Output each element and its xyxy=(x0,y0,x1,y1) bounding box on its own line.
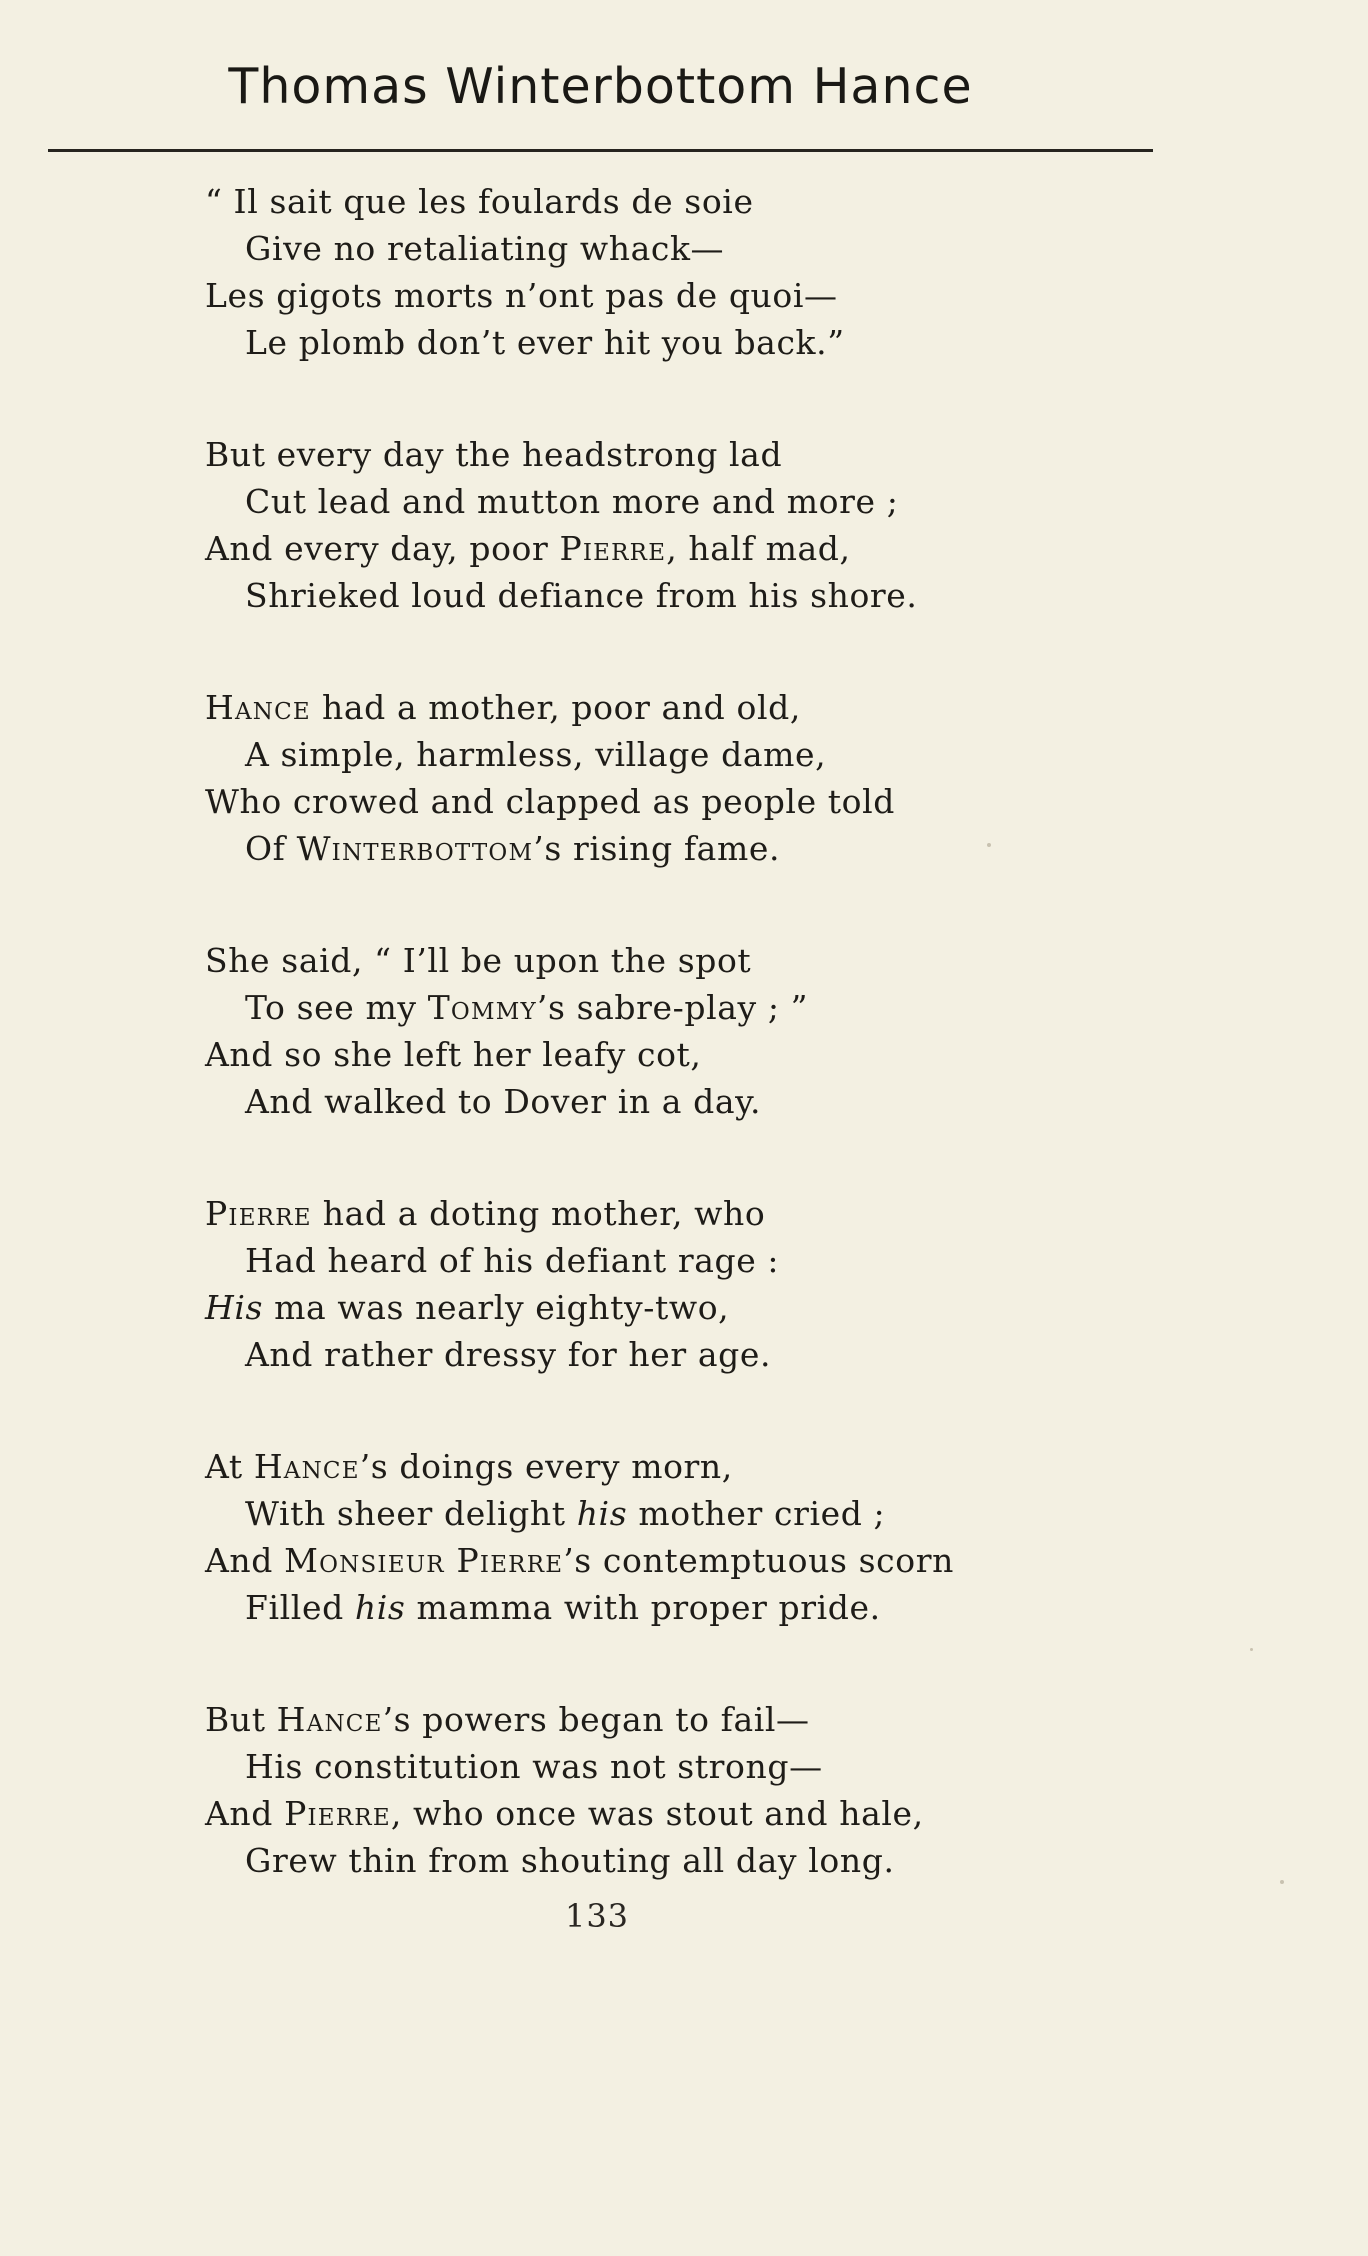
poem-line: Le plomb don’t ever hit you back.” xyxy=(245,323,845,362)
poem-line: But every day the headstrong lad xyxy=(205,435,783,474)
poem-line: And so she left her leafy cot, xyxy=(205,1035,702,1074)
poem-line: His constitution was not strong— xyxy=(245,1747,823,1786)
poem-line: Who crowed and clapped as people told xyxy=(205,782,896,821)
stanza xyxy=(205,1443,1205,1631)
poem-line: And every day, poor Pierre, half mad, xyxy=(205,529,851,568)
page-number: 133 xyxy=(564,1897,630,1935)
paper-speck xyxy=(1250,1648,1253,1651)
poem-line: Pierre had a doting mother, who xyxy=(205,1194,766,1233)
stanza xyxy=(205,1190,1205,1378)
poem-line: Hance had a mother, poor and old, xyxy=(205,688,801,727)
header-rule xyxy=(48,149,1153,152)
poem-line: A simple, harmless, village dame, xyxy=(245,735,827,774)
poem-line: Give no retaliating whack— xyxy=(245,229,725,268)
poem-line: She said, “ I’ll be upon the spot xyxy=(205,941,752,980)
poem-line: To see my Tommy’s sabre-play ; ” xyxy=(245,988,809,1027)
poem-line: Filled his mamma with proper pride. xyxy=(245,1588,881,1627)
stanza xyxy=(205,431,1205,619)
poem-line: Of Winterbottom’s rising fame. xyxy=(245,829,781,868)
poem-line: But Hance’s powers began to fail— xyxy=(205,1700,810,1739)
poem-line: Cut lead and mutton more and more ; xyxy=(245,482,899,521)
stanza xyxy=(205,937,1205,1125)
poem-line: At Hance’s doings every morn, xyxy=(205,1447,733,1486)
poem-line: With sheer delight his mother cried ; xyxy=(245,1494,886,1533)
stanza xyxy=(205,1696,1205,1884)
poem-line: Had heard of his defiant rage : xyxy=(245,1241,780,1280)
running-head: Thomas Winterbottom Hance xyxy=(228,58,973,115)
poem-line: “ Il sait que les foulards de soie xyxy=(205,182,754,221)
poem-line: His ma was nearly eighty-two, xyxy=(205,1288,730,1327)
poem xyxy=(205,178,1205,1884)
poem-line: Shrieked loud defiance from his shore. xyxy=(245,576,918,615)
paper-speck xyxy=(1280,1880,1284,1884)
poem-line: Les gigots morts n’ont pas de quoi— xyxy=(205,276,838,315)
poem-line: And Pierre, who once was stout and hale, xyxy=(205,1794,924,1833)
poem-line: And walked to Dover in a day. xyxy=(245,1082,762,1121)
poem-line: And Monsieur Pierre’s contemptuous scorn xyxy=(205,1541,954,1580)
poem-line: Grew thin from shouting all day long. xyxy=(245,1841,895,1880)
stanza xyxy=(205,178,1205,366)
poem-line: And rather dressy for her age. xyxy=(245,1335,772,1374)
paper-speck xyxy=(987,843,991,847)
stanza xyxy=(205,684,1205,872)
